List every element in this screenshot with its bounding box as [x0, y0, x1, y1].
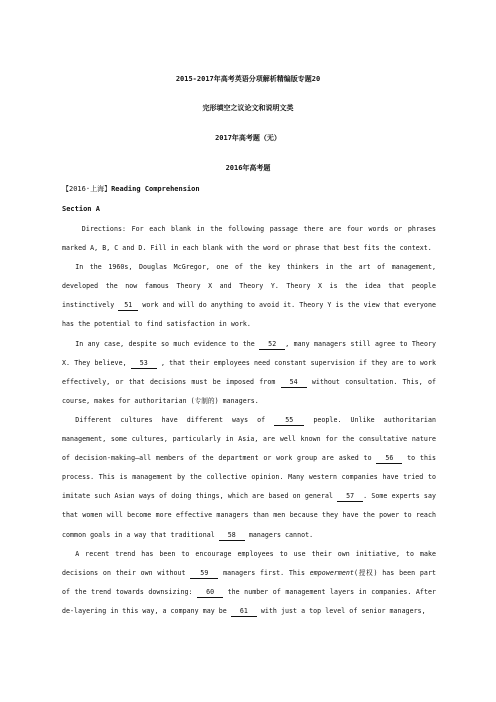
- blank-60: 60: [197, 588, 223, 598]
- paragraph-text: to this process. This is management by the collective opinion. Many western companies have tried to imitate such Asian ways of doing things, which are based on general: [62, 454, 436, 501]
- blank-56: 56: [376, 454, 402, 464]
- paragraph-text: , many managers still agree to Theory X. They believe,: [62, 339, 437, 367]
- paragraph-text: managers first. This: [223, 568, 305, 577]
- blank-52: 52: [259, 340, 285, 350]
- paragraph-text: work and will do anything to avoid it. Theory Y is the view that everyone has the potential to find satisfaction in work.: [62, 301, 436, 329]
- paragraph-text: , that their employees need constant supervision if they are to work effectively, or that decisions must be imposed from: [62, 358, 436, 386]
- source-open-bracket: 【: [62, 185, 69, 193]
- blank-51: 51: [118, 301, 138, 311]
- paragraph-text: people. Unlike authoritarian management, some cultures, particularly in Asia, are well known for the consultative nature of decision-making—all members of the department or work group are asked to: [62, 415, 436, 463]
- paragraph-text: . Some experts say that women will become more effective managers than men because they have the power to reach common goals in a way that traditional: [62, 492, 436, 539]
- document-title: 2015-2017年高考英语分项解析精编版专题20: [175, 75, 321, 83]
- paragraph-text: A recent trend has been to encourage employees to use their own initiative, to make decisions on their own without: [62, 549, 436, 577]
- passage-body: [62, 220, 436, 621]
- blank-61: 61: [231, 607, 257, 617]
- paragraph-text: Different cultures have different ways of: [75, 415, 266, 424]
- paragraph-text: with just a top level of senior managers,: [260, 606, 426, 615]
- heading-2017: 2017年高考题（无）: [215, 134, 281, 142]
- paragraph-2: [62, 335, 436, 411]
- blank-58: 58: [219, 531, 245, 541]
- paragraph-text: the number of management layers in companies. After de-layering in this way, a company may be: [62, 587, 436, 615]
- paragraph-text: In the 1960s, Douglas McGregor, one of the key thinkers in the art of management, developed the now famous Theory X and Theory Y. Theory X is the idea that people instinctively: [62, 263, 436, 310]
- blank-59: 59: [190, 569, 218, 579]
- blank-53: 53: [131, 359, 157, 369]
- blank-57: 57: [337, 492, 363, 502]
- paragraph-text: managers cannot.: [248, 530, 314, 539]
- paragraph-text: (授权) has been part of the trend towards downsizing:: [62, 568, 436, 596]
- question-source: [62, 185, 200, 194]
- term-empowerment: empowerment: [309, 568, 354, 577]
- source-label: Reading Comprehension: [111, 185, 200, 193]
- document-subtitle: 完形填空之议论文和说明文类: [202, 104, 294, 112]
- paragraph-4: [62, 545, 436, 621]
- directions-paragraph: [62, 220, 436, 258]
- paragraph-text: In any case, despite so much evidence to the: [75, 339, 255, 348]
- heading-2016: 2016年高考题: [225, 164, 271, 172]
- paragraph-text: without consultation. This, of course, makes for authoritarian (专制的) managers.: [62, 377, 436, 405]
- paragraph-1: [62, 258, 436, 334]
- paragraph-3: [62, 411, 436, 545]
- directions-text: Directions: For each blank in the following passage there are four words or phrases marked A, B, C and D. Fill in each blank with the word or phrase that best fits the context.: [62, 225, 436, 253]
- source-location: 2016·上海: [69, 185, 105, 193]
- source-close-bracket: 】: [104, 185, 112, 193]
- blank-54: 54: [281, 378, 307, 388]
- section-heading: Section A: [62, 205, 100, 213]
- blank-55: 55: [274, 416, 304, 426]
